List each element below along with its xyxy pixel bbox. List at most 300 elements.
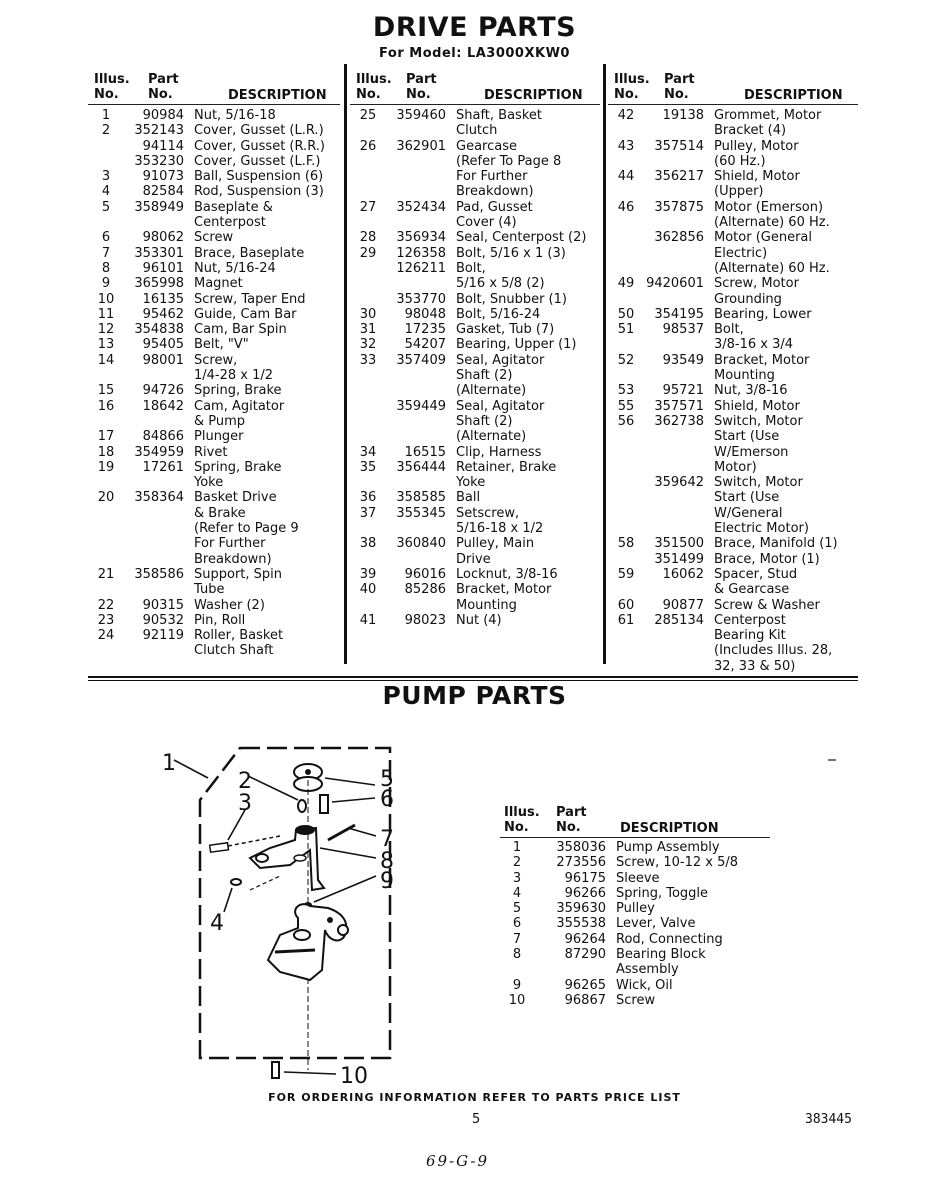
part-description: Locknut, 3/8-16 — [456, 566, 558, 582]
table-row — [88, 184, 340, 199]
illus-number: 7 — [512, 931, 522, 947]
table-row — [350, 230, 600, 245]
part-number: 95405 — [142, 337, 184, 353]
part-number: 351499 — [654, 551, 704, 567]
illus-number: 16 — [97, 398, 115, 414]
part-description: Spring, Toggle — [616, 885, 709, 901]
part-number: 9420601 — [646, 276, 704, 292]
part-number: 82584 — [142, 184, 184, 200]
part-number: 17261 — [142, 459, 184, 475]
ordering-note: FOR ORDERING INFORMATION REFER TO PARTS PRICE LIST — [268, 1091, 681, 1104]
table-row — [608, 322, 858, 353]
illus-number — [608, 552, 644, 567]
illus-number: 12 — [97, 322, 115, 338]
illus-no-header: Illus. No. — [504, 805, 540, 835]
illus-number: 10 — [97, 291, 115, 307]
illus-number: 2 — [512, 855, 522, 871]
description-header: DESCRIPTION — [228, 87, 327, 103]
part-description: Baseplate & Centerpost — [194, 199, 273, 231]
illus-number: 6 — [512, 916, 522, 932]
part-number: 95721 — [662, 383, 704, 399]
drive-parts-title: DRIVE PARTS — [372, 12, 577, 43]
part-description: Pump Assembly — [616, 840, 720, 855]
table-row — [608, 230, 858, 276]
assembly-boundary — [200, 748, 390, 1058]
illus-number: 3 — [512, 870, 522, 886]
table-row — [88, 246, 340, 261]
callout-10: 10 — [340, 1064, 368, 1089]
part-number: 352143 — [134, 123, 184, 139]
part-description: Nut, 5/16-18 — [194, 108, 276, 123]
part-number: 85286 — [404, 582, 446, 598]
illus-no-header: Illus. No. — [356, 72, 392, 102]
part-description: Screw, Motor Grounding — [714, 276, 799, 307]
part-number: 92119 — [142, 628, 184, 644]
part-number: 356934 — [396, 230, 446, 246]
column-header — [88, 70, 340, 105]
pump-parts-title: PUMP PARTS — [382, 681, 567, 710]
part-description: Cover, Gusset (L.R.) — [194, 123, 324, 139]
table-row — [350, 506, 600, 537]
part-number: 90877 — [662, 597, 704, 613]
part-description: Seal, Centerpost (2) — [456, 230, 587, 246]
illus-number — [350, 399, 386, 445]
illus-number: 22 — [97, 597, 115, 613]
handwritten-note: 69-G-9 — [426, 1152, 490, 1170]
part-description: Centerpost Bearing Kit (Includes Illus. 28, 32, 33 & 50) — [714, 612, 833, 674]
part-description: Clip, Harness — [456, 444, 542, 460]
part-number: 96264 — [564, 931, 606, 947]
part-description: Setscrew, 5/16-18 x 1/2 — [456, 505, 544, 537]
illus-number: 50 — [617, 306, 635, 322]
table-row — [350, 200, 600, 231]
part-number: 355345 — [396, 505, 446, 521]
document-number: 383445 — [805, 1112, 852, 1127]
table-row — [88, 429, 340, 444]
table-row — [88, 383, 340, 398]
table-row — [608, 552, 858, 567]
pump-table-header — [500, 804, 770, 838]
part-number: 365998 — [134, 276, 184, 292]
leader-lines — [174, 760, 376, 1074]
table-row — [88, 322, 340, 337]
table-row — [500, 978, 770, 993]
part-description: Bolt, 5/16 x 5/8 (2) — [456, 260, 545, 292]
part-description: Gearcase (Refer To Page 8 For Further Breakdown) — [456, 138, 562, 200]
part-number: 96265 — [564, 977, 606, 993]
screw-icon — [298, 800, 306, 812]
table-row — [88, 613, 340, 628]
page-number: 5 — [472, 1112, 481, 1127]
illus-number: 7 — [101, 245, 111, 261]
section-divider — [88, 676, 858, 678]
part-number: 90315 — [142, 597, 184, 613]
drive-parts-column-2 — [350, 70, 600, 628]
illus-number: 25 — [359, 108, 377, 123]
part-number: 358364 — [134, 490, 184, 506]
illus-number: 49 — [617, 276, 635, 292]
part-description: Motor (General Electric) (Alternate) 60 Hz. — [714, 230, 830, 276]
table-row — [88, 261, 340, 276]
part-number: 359642 — [654, 475, 704, 491]
part-number: 96175 — [564, 870, 606, 886]
illus-no-header: Illus. No. — [94, 72, 130, 102]
table-row — [608, 353, 858, 384]
pump-exploded-diagram — [150, 740, 450, 1090]
pump-body-icon — [268, 904, 348, 980]
table-row — [88, 567, 340, 598]
part-description: Shield, Motor (Upper) — [714, 169, 800, 200]
illus-number: 24 — [97, 628, 115, 644]
part-description: Pin, Roll — [194, 612, 246, 628]
table-row — [88, 399, 340, 430]
part-description: Screw — [616, 992, 656, 1008]
part-description: Bolt, Snubber (1) — [456, 291, 567, 307]
table-row — [88, 108, 340, 123]
illus-number: 4 — [512, 885, 522, 901]
part-description: Spring, Brake Yoke — [194, 459, 282, 491]
part-number: 285134 — [654, 612, 704, 628]
part-number: 94726 — [142, 383, 184, 399]
part-description: Pulley, Main Drive — [456, 536, 535, 567]
part-no-header: Part No. — [664, 72, 695, 102]
illus-number: 36 — [359, 490, 377, 506]
part-number: 359630 — [556, 901, 606, 917]
part-description: Gasket, Tub (7) — [456, 322, 555, 338]
description-header: DESCRIPTION — [484, 87, 583, 103]
illus-number: 27 — [359, 199, 377, 215]
part-no-header: Part No. — [556, 805, 587, 835]
part-number: 98062 — [142, 230, 184, 246]
part-number: 90532 — [142, 612, 184, 628]
table-row — [350, 108, 600, 139]
part-description: Plunger — [194, 429, 244, 445]
part-number: 96867 — [564, 992, 606, 1008]
callout-5: 5 — [380, 767, 394, 792]
illus-number: 58 — [617, 536, 635, 552]
part-number: 357875 — [654, 199, 704, 215]
part-description: Cam, Bar Spin — [194, 322, 287, 338]
part-number: 84866 — [142, 429, 184, 445]
illus-number: 42 — [617, 108, 635, 123]
table-row — [500, 916, 770, 931]
part-number: 98537 — [662, 322, 704, 338]
part-description: Bearing Block Assembly — [616, 947, 706, 978]
part-number: 95462 — [142, 306, 184, 322]
illus-number: 31 — [359, 322, 377, 338]
illus-number: 3 — [101, 169, 111, 185]
part-description: Basket Drive & Brake (Refer to Page 9 For Further Breakdown) — [194, 490, 299, 567]
drive-parts-column-3 — [608, 70, 858, 674]
illus-number: 19 — [97, 459, 115, 475]
part-number: 358949 — [134, 199, 184, 215]
part-description: Shield, Motor — [714, 398, 800, 414]
part-number: 96101 — [142, 260, 184, 276]
part-description: Nut, 5/16-24 — [194, 260, 276, 276]
part-number: 358585 — [396, 490, 446, 506]
illus-number — [88, 139, 124, 154]
part-number: 98001 — [142, 352, 184, 368]
illus-number: 41 — [359, 612, 377, 628]
part-number: 353770 — [396, 291, 446, 307]
description-header: DESCRIPTION — [744, 87, 843, 103]
illus-number: 35 — [359, 459, 377, 475]
part-description: Brace, Baseplate — [194, 245, 305, 261]
table-row — [88, 154, 340, 169]
illus-number — [350, 292, 386, 307]
part-number: 356444 — [396, 459, 446, 475]
model-subtitle: For Model: LA3000XKW0 — [379, 46, 570, 61]
part-number: 358036 — [556, 840, 606, 855]
table-row — [608, 414, 858, 475]
illus-number: 2 — [101, 123, 111, 139]
illus-number: 34 — [359, 444, 377, 460]
illus-number: 17 — [97, 429, 115, 445]
illus-number — [608, 230, 644, 276]
part-description: Sleeve — [616, 870, 660, 886]
part-description: Bracket, Motor Mounting — [456, 582, 552, 613]
part-number: 16135 — [142, 291, 184, 307]
table-row — [88, 139, 340, 154]
part-number: 359449 — [396, 398, 446, 414]
stray-mark — [828, 759, 836, 761]
part-number: 352434 — [396, 199, 446, 215]
part-description: Rod, Suspension (3) — [194, 184, 324, 200]
part-number: 87290 — [564, 947, 606, 963]
table-row — [500, 871, 770, 886]
part-number: 358586 — [134, 566, 184, 582]
part-description: Nut (4) — [456, 612, 502, 628]
part-description: Rivet — [194, 444, 228, 460]
illus-number: 9 — [512, 977, 522, 993]
illus-number: 1 — [101, 108, 111, 123]
illus-number: 26 — [359, 138, 377, 154]
table-row — [500, 947, 770, 978]
part-number: 93549 — [662, 352, 704, 368]
illus-number: 14 — [97, 352, 115, 368]
part-description: Seal, Agitator Shaft (2) (Alternate) — [456, 352, 545, 399]
illus-number: 40 — [359, 582, 377, 598]
illus-number: 38 — [359, 536, 377, 552]
illus-number: 10 — [508, 992, 526, 1008]
part-description: Screw — [194, 230, 234, 246]
table-row — [608, 307, 858, 322]
illus-number: 55 — [617, 398, 635, 414]
part-description: Bearing, Lower — [714, 306, 812, 322]
table-row — [608, 567, 858, 598]
part-number: 356217 — [654, 169, 704, 185]
illus-number: 52 — [617, 352, 635, 368]
part-description: Switch, Motor Start (Use W/Emerson Motor) — [714, 413, 803, 475]
part-description: Pulley, Motor (60 Hz.) — [714, 138, 799, 169]
callout-8: 8 — [380, 849, 394, 874]
callout-4: 4 — [210, 911, 224, 936]
part-description: Brace, Motor (1) — [714, 551, 820, 567]
table-row — [88, 169, 340, 184]
part-description: Screw, Taper End — [194, 291, 306, 307]
part-number: 96016 — [404, 566, 446, 582]
table-row — [88, 230, 340, 245]
part-number: 19138 — [662, 108, 704, 123]
part-number: 16062 — [662, 566, 704, 582]
part-description: Support, Spin Tube — [194, 566, 283, 598]
part-description: Magnet — [194, 276, 243, 292]
part-description: Bracket, Motor Mounting — [714, 352, 810, 384]
table-row — [350, 536, 600, 567]
table-row — [608, 139, 858, 170]
table-row — [350, 353, 600, 399]
table-row — [500, 840, 770, 855]
illus-number: 28 — [359, 230, 377, 246]
illus-number: 46 — [617, 199, 635, 215]
table-row — [608, 169, 858, 200]
part-description: Pulley — [616, 901, 655, 917]
part-number: 351500 — [654, 536, 704, 552]
part-description: Bolt, 3/8-16 x 3/4 — [714, 322, 794, 353]
illus-number: 30 — [359, 306, 377, 322]
table-row — [608, 475, 858, 536]
column-header — [608, 70, 858, 105]
part-description: Washer (2) — [194, 597, 265, 613]
part-number: 16515 — [404, 444, 446, 460]
part-number: 91073 — [142, 169, 184, 185]
illus-number — [608, 475, 644, 536]
toggle-spring-icon — [231, 879, 241, 885]
sleeve-icon — [210, 843, 229, 852]
table-row — [608, 598, 858, 613]
table-row — [500, 855, 770, 870]
illus-number: 32 — [359, 337, 377, 353]
part-number: 273556 — [556, 855, 606, 871]
table-row — [608, 200, 858, 231]
valve-lever-icon — [320, 795, 328, 813]
callout-9: 9 — [380, 869, 394, 894]
description-header: DESCRIPTION — [620, 821, 719, 836]
illus-number: 1 — [512, 840, 522, 855]
illus-number: 44 — [617, 169, 635, 185]
pump-table-body — [500, 838, 770, 1008]
illus-number: 15 — [97, 383, 115, 399]
part-number: 357571 — [654, 398, 704, 414]
callout-3: 3 — [238, 791, 252, 816]
part-number: 360840 — [396, 536, 446, 552]
table-row — [88, 460, 340, 491]
part-description: Ball — [456, 490, 481, 506]
table-row — [608, 383, 858, 398]
part-description: Ball, Suspension (6) — [194, 169, 324, 185]
column-divider — [344, 64, 347, 664]
part-description: Grommet, Motor Bracket (4) — [714, 108, 822, 139]
illus-number: 9 — [101, 276, 111, 292]
part-description: Seal, Agitator Shaft (2) (Alternate) — [456, 398, 545, 445]
part-number: 355538 — [556, 916, 606, 932]
part-description: Wick, Oil — [616, 977, 673, 993]
table-row — [88, 337, 340, 352]
table-row — [608, 399, 858, 414]
illus-number: 21 — [97, 566, 115, 582]
table-row — [350, 261, 600, 292]
part-number: 17235 — [404, 322, 446, 338]
part-number: 362856 — [654, 230, 704, 246]
illus-number: 60 — [617, 597, 635, 613]
part-description: Guide, Cam Bar — [194, 306, 297, 322]
part-description: Switch, Motor Start (Use W/General Electric Motor) — [714, 475, 809, 537]
table-row — [350, 490, 600, 505]
part-number: 18642 — [142, 398, 184, 414]
connecting-rod-icon — [328, 825, 355, 840]
part-description: Screw, 10-12 x 5/8 — [616, 855, 739, 871]
table-row — [88, 276, 340, 291]
part-description: Belt, "V" — [194, 337, 249, 353]
table-row — [88, 123, 340, 138]
column-divider — [603, 64, 606, 664]
illus-number: 4 — [101, 184, 111, 200]
table-row — [350, 567, 600, 582]
part-number: 126211 — [396, 260, 446, 276]
illus-number: 61 — [617, 612, 635, 628]
part-description: Screw, 1/4-28 x 1/2 — [194, 352, 274, 384]
illus-number: 51 — [617, 322, 635, 338]
table-row — [88, 353, 340, 384]
illus-number: 18 — [97, 444, 115, 460]
table-row — [350, 292, 600, 307]
part-description: Cover, Gusset (R.R.) — [194, 138, 325, 154]
table-row — [608, 536, 858, 551]
part-no-header: Part No. — [406, 72, 437, 102]
part-number: 96266 — [564, 885, 606, 901]
illus-number: 33 — [359, 352, 377, 368]
bottom-screw-icon — [272, 1062, 279, 1078]
part-description: Screw & Washer — [714, 597, 820, 613]
illus-number: 8 — [101, 260, 111, 276]
table-row — [608, 276, 858, 307]
part-description: Shaft, Basket Clutch — [456, 108, 542, 139]
part-description: Brace, Manifold (1) — [714, 536, 838, 552]
illus-number: 5 — [512, 901, 522, 917]
part-description: Cam, Agitator & Pump — [194, 398, 285, 429]
table-row — [350, 337, 600, 352]
table-row — [88, 490, 340, 566]
part-number: 98023 — [404, 612, 446, 628]
part-no-header: Part No. — [148, 72, 179, 102]
table-row — [500, 932, 770, 947]
part-number: 362901 — [396, 138, 446, 154]
part-number: 353301 — [134, 245, 184, 261]
part-number: 126358 — [396, 245, 446, 261]
part-description: Rod, Connecting — [616, 931, 723, 947]
part-number: 354838 — [134, 322, 184, 338]
illus-number: 39 — [359, 566, 377, 582]
table-row — [350, 460, 600, 491]
part-number: 354959 — [134, 444, 184, 460]
illus-number: 59 — [617, 566, 635, 582]
illus-number: 29 — [359, 245, 377, 261]
table-row — [608, 613, 858, 674]
callout-6: 6 — [380, 787, 394, 812]
illus-no-header: Illus. No. — [614, 72, 650, 102]
part-number: 357514 — [654, 138, 704, 154]
illus-number: 8 — [512, 947, 522, 963]
table-row — [350, 322, 600, 337]
pulley-icon — [294, 764, 322, 791]
table-row — [608, 108, 858, 139]
part-description: Roller, Basket Clutch Shaft — [194, 628, 284, 659]
illus-number — [350, 261, 386, 292]
table-row — [500, 901, 770, 916]
part-description: Pad, Gusset Cover (4) — [456, 199, 533, 231]
illus-number: 11 — [97, 306, 115, 322]
part-number: 354195 — [654, 306, 704, 322]
